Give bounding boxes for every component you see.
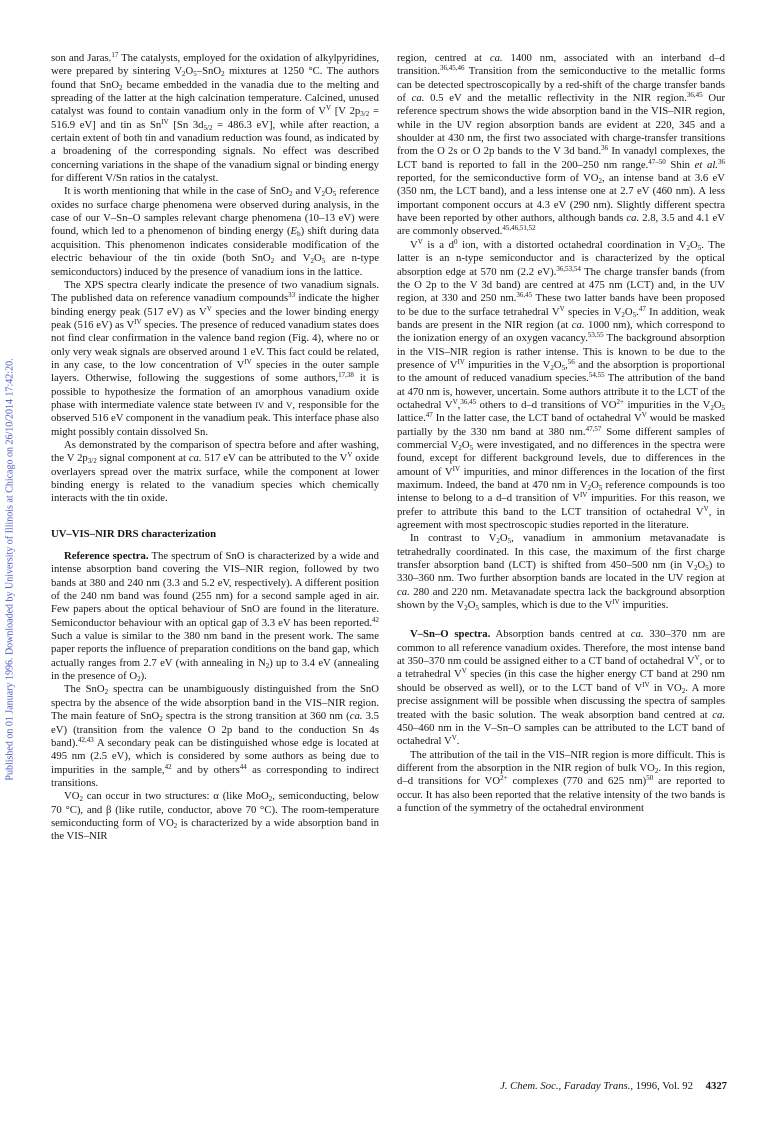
paragraph: Reference spectra. The spectrum of SnO is characterized by a wide and intense absorption band covering the VIS–NIR region, followed by two bands at 380 and 240 nm (3.3 and 5.2 eV, respectively). A different position of the 240 nm band was found (255 nm) for a second sample aged in air. Few papers about the optical behaviour of SnO are found in the literature. Semiconductor behaviour with an optical gap of 3.3 eV has been reported.$^{42}$ Such a value is similar to the 380 nm band in the present work. The same paper reports the influence of preparation conditions on the band gap, which actually ranges from 2.7 eV (with annealing in $N_2$) up to 3.4 eV (annealing in the presence of $O_2$). bbox=[51, 550, 379, 684]
year-volume: 1996, Vol. 92 bbox=[635, 1080, 693, 1092]
journal-name: J. Chem. Soc., Faraday Trans., bbox=[500, 1080, 634, 1092]
paragraph: son and Jaras.$^{17}$ The catalysts, employed for the oxidation of alkylpyridines, were prepared by sintering $V_2O_5-SnO_2$ mixtures at 1250 °C. The authors found that SnO$_2$ became embedded in the vanadia due to the melting and spreading of the latter at the high calcination temperature. Calcined, unused catalyst was found to contain vanadium only in the form of $V^V$ [V $2p_{3/2} = 516.9$ eV] and tin as $Sn^{IV}$ [Sn $3d_{5/2} = 486.3$ eV], while after reaction, a certain extent of both tin and vanadium reduction was found, as indicated by a broadening of the corresponding signals. No effect was described concerning variations in the shape of the vanadium signal or binding energy for different V/Sn ratios in the catalyst. bbox=[51, 51, 380, 185]
paragraph: As demonstrated by the comparison of spectra before and after washing, the V $2p_{3/2}$ signal component at ca. 517 eV can be attributed to the $V^V$ oxide overlayers spread over the matrix surface, while the component at lower binding energy is related to the vanadium species which chemically interacts with the tin oxide. bbox=[51, 438, 380, 505]
page-footer bbox=[500, 1080, 727, 1092]
paragraph: V–Sn–O spectra. Absorption bands centred at ca. 330–370 nm are common to all reference vanadium oxides. Therefore, the most intense band at 350–370 nm could be assigned either to a CT band of octahedral $V^V$, or to a tetrahedral $V^V$ species (in this case the higher energy CT band at 290 nm should be observed as well), or to the LCT band of $V^{IV}$ in $VO_2$. A more precise assignment will be possible when discussing the spectra of samples treated with the basic solution. The weak absorption band centred at ca. 450–460 nm in the V–Sn–O samples can be attributed to the LCT band of octahedral $V^V$. bbox=[397, 628, 726, 748]
paragraph: region, centred at ca. 1400 nm, associated with an interband d–d transition.$^{36,45,46}$ Transition from the semiconductive to the metallic forms can be detected spectroscopically by a red-shift of the charge transfer bands of ca. 0.5 eV and the metallic reflectivity in the NIR region.$^{36,45}$ Our reference spectrum shows the wide absorption band in the VIS–NIR region, while in the UV region absorption bands are evident at 220, 345 and a shoulder at 430 nm, the first two associated with charge-transfer transitions from the O 2s or O 2p bands to the V 3d band.$^{36}$ In vanadyl complexes, the LCT band is reported to fall in the 200–250 nm range.$^{47-50}$ Shin et al.$^{36}$ reported, for the semiconductive form of $VO_2$, an intense band at 3.6 eV (350 nm, the LCT band), and a less intense one at 2.7 eV (460 nm). A less important component occurs at 4.3 eV (290 nm). Slightly different spectra have been reported by other authors, although bands ca. 2.8, 3.5 and 4.1 eV are commonly observed.$^{45,46,51,52}$ bbox=[397, 52, 726, 238]
download-watermark: Published on 01 January 1996. Downloaded by University of Illinois at Chicago on 26/10/2014 17:42:20. bbox=[4, 358, 16, 781]
run-in-heading: Reference spectra. bbox=[64, 550, 149, 563]
paragraph: The SnO$_2$ spectra can be unambiguously distinguished from the SnO spectra by the absence of the wide absorption band in the VIS–NIR region. The main feature of SnO$_2$ spectra is the strong transition at 360 nm (ca. 3.5 eV) (transition from the valence O 2p band to the conduction Sn 4s band).$^{42,43}$ A secondary peak can be distinguished whose edge is located at 495 nm (2.5 eV), which is considered by some authors as being due to impurities in the sample,$^{42}$ and by others$^{44}$ as corresponding to indirect transitions. bbox=[51, 683, 380, 789]
right-column bbox=[397, 52, 725, 815]
left-column bbox=[51, 52, 379, 844]
run-in-heading: V–Sn–O spectra. bbox=[410, 628, 491, 641]
paragraph: In contrast to $V_2O_5$, vanadium in ammonium metavanadate is tetrahedrally coordinated. In this case, the maximum of the first charge transfer absorption band (LCT) is shifted from 450–500 nm (in $V_2O_5$) to 330–360 nm. Two further absorption bands are located in the UV region at ca. 280 and 220 nm. Metavanadate spectra lack the background absorption shown by the $V_2O_5$ samples, which is due to the $V^{IV}$ impurities. bbox=[397, 532, 726, 613]
paragraph: $VO_2$ can occur in two structures: α (like MoO$_2$, semiconducting, below 70 °C), and β (like rutile, conductor, above 70 °C). The room-temperature semiconducting form of $VO_2$ is characterized by a wide absorption band in the VIS–NIR bbox=[51, 790, 379, 843]
section-heading: UV–VIS–NIR DRS characterization bbox=[51, 527, 217, 540]
paragraph-text: The spectrum of SnO is characterized by a wide and intense absorption band covering the VIS–NIR region, followed by two bands at 380 and 240 nm (3.3 and 5.2 eV, respectively). A different position of the 240 nm band was found (255 nm) for a second sample aged in air. Few papers about the optical behaviour of SnO are found in the literature. Semiconductor behaviour with an optical gap of 3.3 eV has been reported. bbox=[51, 550, 379, 629]
page-number: 4327 bbox=[705, 1080, 727, 1092]
paragraph: The XPS spectra clearly indicate the presence of two vanadium signals. The published data on reference vanadium compounds$^{33}$ indicate the higher binding energy peak (517 eV) as $V^V$ species and the lower binding energy peak (516 eV) as $V^{IV}$ species. The presence of reduced vanadium states does not find clear confirmation in the valence band region (Fig. 4), where no or only very weak signals are observed around 1 eV. This fact could be related, in any case, to the low concentration of $V^{IV}$ species in the outer sample layers. Otherwise, following the suggestions of some authors,$^{17,38}$ it is possible to hypothesize the formation of an amorphous vanadium oxide phase with intermediate valence state between IV and V, responsible for the observed 516 eV component in the vanadium peak. This interface phase also might possibly contain dissolved Sn. bbox=[51, 278, 380, 438]
paragraph: The attribution of the tail in the VIS–NIR region is more difficult. This is different from the absorption in the NIR region of bulk $VO_2$. In this region, d–d transitions for $VO^{2+}$ complexes (770 and 625 nm)$^{50}$ are reported to occur. It has also been reported that the relative intensity of the two bands is a function of the symmetry of the octahedral environment bbox=[397, 748, 726, 814]
paragraph: It is worth mentioning that while in the case of SnO$_2$ and $V_2O_5$ reference oxides no surface charge phenomena were observed during analysis, in the case of our V–Sn–O samples relevant charge phenomena (10–13 eV) were found, which led to a phenomenon of binding energy $(E_b)$ shift during data acquisition. This phenomenon indicates considerable modification of the electric behaviour of the tin oxide (both SnO$_2$ and $V_2O_5$ are n-type semiconductors) induced by the presence of vanadium ions in the lattice. bbox=[51, 185, 379, 278]
paragraph: $V^V$ is a $d^0$ ion, with a distorted octahedral coordination in $V_2O_5$. The latter is an n-type semiconductor and is characterized by the optical absorption edge at 570 nm (2.2 eV).$^{36,53,54}$ The charge transfer bands (from the O 2p to the V 3d band) are centred at 475 nm (LCT) and, in the UV region, at 330 and 250 nm.$^{36,45}$ These two latter bands have been proposed to be due to the surface tetrahedral $V^V$ species in $V_2O_5.^{47}$ In addition, weak bands are present in the NIR region (at ca. 1000 nm), which correspond to the ionization energy of an oxygen vacancy.$^{53,55}$ The background absorption in the VIS–NIR region is rather intense. This is known to be due to the presence of $V^{IV}$ impurities in the $V_2O_5,^{56}$ and the absorption is proportional to the amount of reduced vanadium species.$^{54,55}$ The attribution of the band at 470 nm is, however, uncertain. Some authors attribute it to the LCT of the octahedral $V^V,^{36,45}$ others to d–d transitions of $VO^{2+}$ impurities in the $V_2O_5$ lattice.$^{47}$ In the latter case, the LCT band of octahedral $V^V$ would be masked partially by the 330 nm band at 380 nm.$^{47,57}$ Some different samples of commercial $V_2O_5$ were investigated, and no differences in the spectra were found, except for different background levels, due to differences in the amount of $V^{IV}$ impurities, and minor differences in the location of the first maximum. Indeed, the band at 470 nm in $V_2O_5$ reference compounds is too intense to belong to a d–d transition of $V^{IV}$ impurities. For this reason, we prefer to attribute this band to the LCT transition of octahedral $V^V$, in agreement with most spectroscopic studies reported in the literature. bbox=[397, 237, 726, 532]
